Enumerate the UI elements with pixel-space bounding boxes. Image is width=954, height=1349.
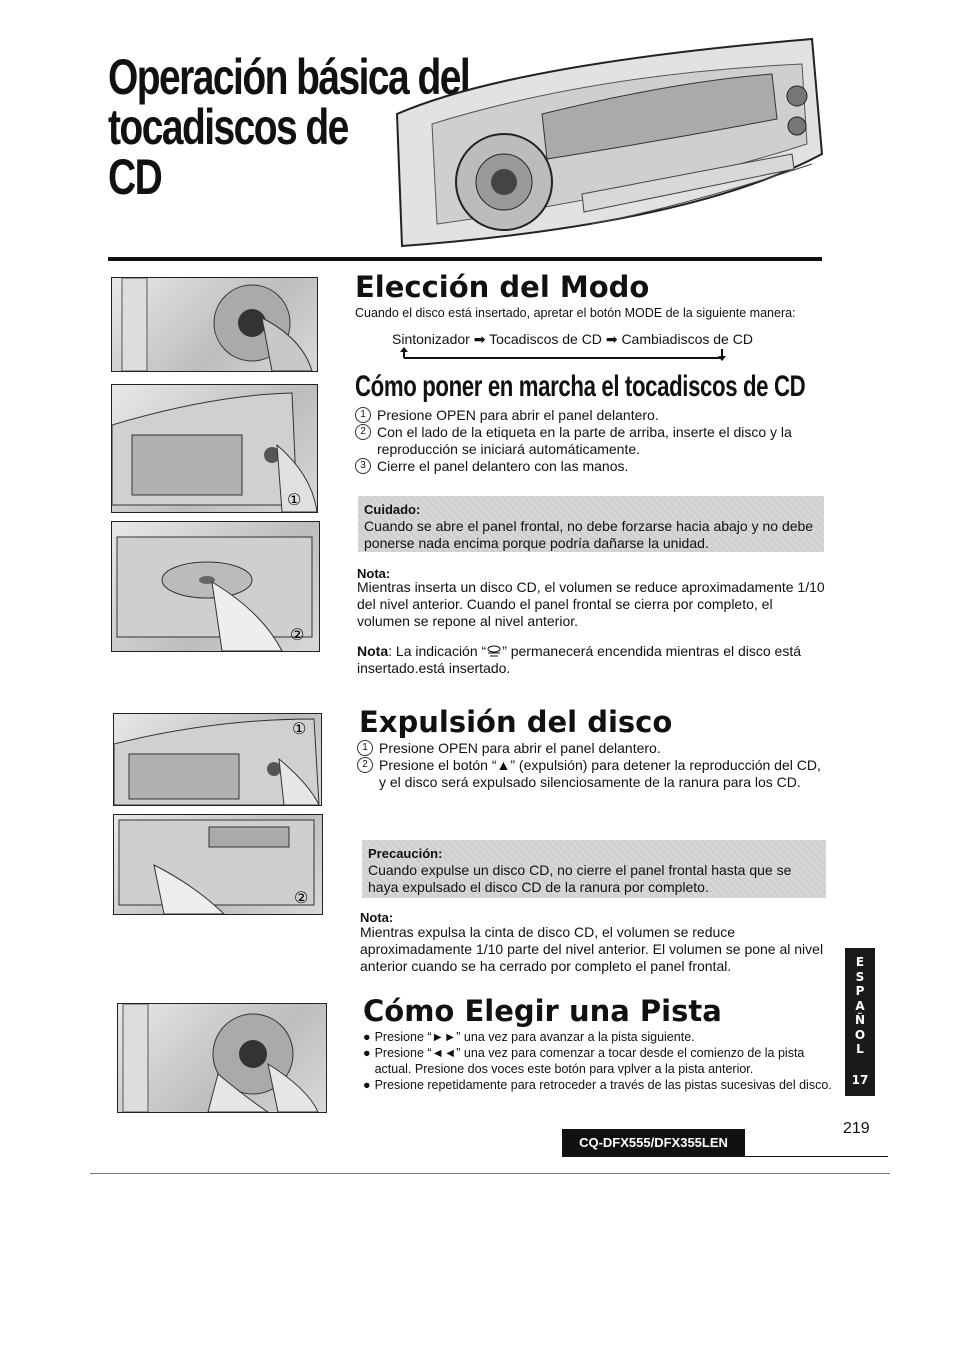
- mode-intro: Cuando el disco está insertado, apretar el botón MODE de la siguiente manera:: [355, 306, 796, 320]
- track-bullets: [363, 1029, 835, 1093]
- mode-loop-arrow-icon: [400, 347, 730, 361]
- start-note-text: Mientras inserta un disco CD, el volumen se reduce aproximadamente 1/10 del nivel anterior. Cuando el panel frontal se cierra por completo, el volumen se repone al nivel anterior.: [357, 579, 825, 629]
- eject-step-1: 1 Presione OPEN para abrir el panel delantero.: [357, 740, 829, 757]
- page-title-line-3: CD: [108, 149, 162, 205]
- disc-indicator-icon: [486, 645, 502, 657]
- start-note2: Nota: La indicación “ ” permanecerá encendida mientras el disco está insertado.está insertado.: [357, 643, 802, 676]
- mode-flow-tuner: Sintonizador: [392, 331, 470, 347]
- mode-flow: [392, 331, 753, 348]
- eject-step-2: 2 Presione el botón “▲” (expulsión) para detener la reproducción del CD, y el disco será expulsado silenciosamente de la ranura para los CD.: [357, 757, 829, 791]
- figure-label-2: ②: [290, 625, 305, 644]
- photo-insert-disc: [111, 521, 320, 652]
- start-note-title: Nota:: [357, 566, 391, 581]
- figure-label-1: ①: [287, 490, 302, 509]
- model-label: CQ-DFX555/DFX355LEN: [562, 1129, 745, 1156]
- eject-steps: [357, 740, 829, 791]
- photo-track-select: [117, 1003, 327, 1113]
- figure-label-1b: ①: [292, 719, 307, 738]
- start-step-2: 2 Con el lado de la etiqueta en la parte de arriba, inserte el disco y la reproducción se iniciará automáticamente.: [355, 424, 830, 458]
- start-step-3: 3 Cierre el panel delantero con las manos.: [355, 458, 830, 475]
- track-bullet-3: ● Presione repetidamente para retroceder a través de las pistas sucesivas del disco.: [363, 1078, 832, 1092]
- eject-note-text: Mientras expulsa la cinta de disco CD, el volumen se reduce aproximadamente 1/10 parte del nivel anterior. El volumen se pone al nivel anterior cuando se ha cerrado por completo el panel frontal.: [360, 924, 824, 974]
- track-bullet-2: ● Presione “◄◄” una vez para comenzar a tocar desde el comienzo de la pista actual. Presione dos voces este botón para vplver a la pista anterior.: [363, 1046, 805, 1076]
- start-steps: [355, 407, 830, 475]
- track-bullet-1: ● Presione “►►” una vez para avanzar a la pista siguiente.: [363, 1030, 695, 1044]
- start-heading: Cómo poner en marcha el tocadiscos de CD: [355, 370, 806, 403]
- cd-player-illustration: [392, 34, 824, 252]
- section-rule: [108, 257, 822, 261]
- start-caution-box: [358, 496, 824, 552]
- page-number: 219: [843, 1120, 870, 1137]
- language-side-tab: E S P A Ñ O L 17: [845, 948, 875, 1096]
- arrow-right-icon: ➡: [473, 331, 490, 347]
- photo-open-button: [111, 384, 318, 513]
- mode-heading: Elección del Modo: [355, 270, 650, 304]
- photo-mode-button: [111, 277, 318, 372]
- photo-eject-button: [113, 814, 323, 915]
- eject-caution-title: Precaución:: [368, 846, 443, 861]
- start-step-1: 1 Presione OPEN para abrir el panel delantero.: [355, 407, 830, 424]
- arrow-right-icon: ➡: [605, 331, 622, 347]
- start-note2-label: Nota: [357, 643, 389, 659]
- mode-flow-cd: Tocadiscos de CD: [489, 331, 602, 347]
- track-heading: Cómo Elegir una Pista: [363, 994, 722, 1028]
- eject-caution-box: [362, 840, 826, 898]
- page-title-line-2: tocadiscos de: [108, 99, 348, 155]
- start-caution-title: Cuidado:: [364, 502, 421, 517]
- footer-rule: [562, 1156, 888, 1157]
- mode-flow-changer: Cambiadiscos de CD: [621, 331, 753, 347]
- eject-note-title: Nota:: [360, 910, 394, 925]
- start-caution-text: Cuando se abre el panel frontal, no debe forzarse hacia abajo y no debe ponerse nada encima porque podría dañarse la unidad.: [364, 518, 814, 551]
- figure-label-2b: ②: [294, 888, 309, 907]
- eject-heading: Expulsión del disco: [359, 705, 673, 739]
- eject-caution-text: Cuando expulse un disco CD, no cierre el panel frontal hasta que se haya expulsado el disco CD de la ranura por completo.: [368, 862, 792, 895]
- side-tab-number: 17: [851, 1072, 869, 1087]
- page-title-line-1: Operación básica del: [108, 49, 470, 105]
- bottom-rule: [90, 1173, 890, 1174]
- photo-eject-open: [113, 713, 322, 806]
